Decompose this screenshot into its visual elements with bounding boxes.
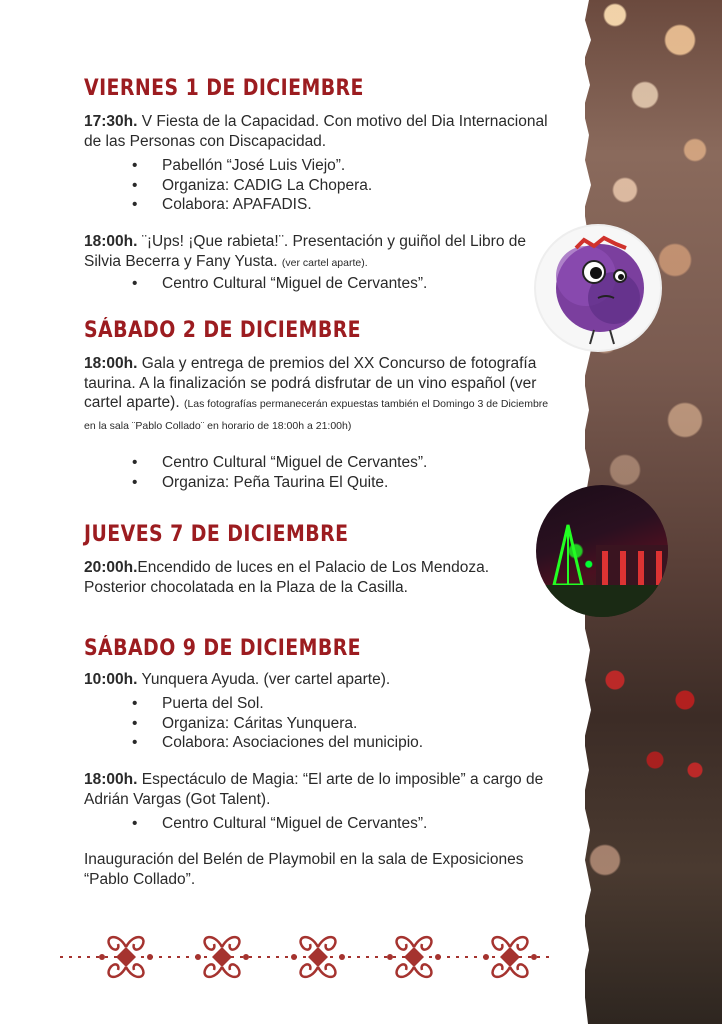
list-item: • Puerta del Sol. (132, 694, 423, 714)
event-text: Encendido de luces en el Palacio de Los Mendoza. Posterior chocolatada en la Plaza de la Casilla. (84, 559, 489, 596)
section-heading: SÁBADO 2 DE DICIEMBRE (84, 318, 362, 343)
event-time: 20:00h. (84, 559, 138, 576)
event-text: ¨¡Ups! ¡Que rabieta!¨. Presentación y guiñol del Libro de Silvia Becerra y Fany Yusta. (84, 233, 526, 270)
event-description (84, 770, 554, 809)
section-heading: VIERNES 1 DE DICIEMBRE (84, 76, 364, 101)
event-time: 18:00h. (84, 771, 138, 788)
event-time: 17:30h. (84, 113, 138, 130)
event-details (132, 274, 427, 294)
list-item: • Centro Cultural “Miguel de Cervantes”. (132, 814, 427, 834)
event-time: 18:00h. (84, 355, 138, 372)
event-details (132, 814, 427, 834)
event-description (84, 558, 554, 597)
list-item: • Colabora: APAFADIS. (132, 195, 372, 215)
event-description (84, 850, 554, 889)
list-item: • Centro Cultural “Miguel de Cervantes”. (132, 274, 427, 294)
event-description (84, 354, 554, 436)
event-description (84, 232, 554, 273)
event-text: Inauguración del Belén de Playmobil en la sala de Exposiciones “Pablo Collado”. (84, 851, 524, 888)
palacio-lights-image (536, 485, 668, 617)
list-item: • Pabellón “José Luis Viejo”. (132, 156, 372, 176)
list-item: • Organiza: Cáritas Yunquera. (132, 714, 423, 734)
event-details (132, 453, 427, 492)
section-heading: JUEVES 7 DE DICIEMBRE (84, 522, 349, 547)
event-details (132, 156, 372, 215)
event-text: Espectáculo de Magia: “El arte de lo imposible” a cargo de Adrián Vargas (Got Talent). (84, 771, 544, 808)
event-description (84, 112, 554, 151)
event-text: V Fiesta de la Capacidad. Con motivo del Dia Internacional de las Personas con Discapacidad. (84, 113, 548, 150)
ornament-border (56, 924, 556, 990)
event-text: Gala y entrega de premios del XX Concurso de fotografía taurina. A la finalización se podrá disfrutar de un vino español (ver cartel aparte). (84, 355, 537, 411)
list-item: • Organiza: Peña Taurina El Quite. (132, 473, 427, 493)
list-item: • Organiza: CADIG La Chopera. (132, 176, 372, 196)
list-item: • Colabora: Asociaciones del municipio. (132, 733, 423, 753)
event-description (84, 670, 554, 690)
event-note: (ver cartel aparte). (281, 256, 368, 269)
event-time: 10:00h. (84, 671, 138, 688)
rabieta-monster-image (536, 226, 660, 350)
list-item: • Centro Cultural “Miguel de Cervantes”. (132, 453, 427, 473)
event-time: 18:00h. (84, 233, 138, 250)
section-heading: SÁBADO 9 DE DICIEMBRE (84, 636, 362, 661)
event-text: Yunquera Ayuda. (ver cartel aparte). (137, 671, 391, 688)
event-note: (Las fotografías permanecerán expuestas también el Domingo 3 de Diciembre en la sala ¨Pablo Collado¨ en horario de 18:00h a 21:00h) (84, 398, 549, 432)
event-details (132, 694, 423, 753)
